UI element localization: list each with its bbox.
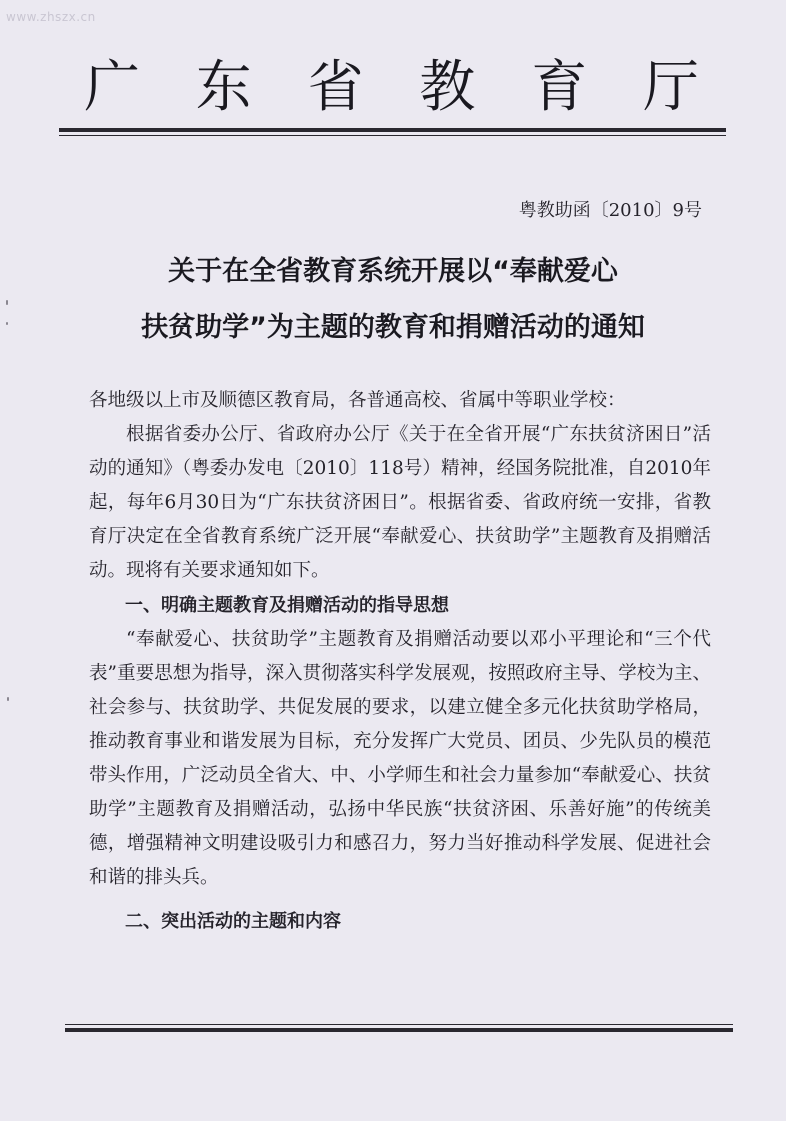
header-char: 广	[84, 55, 140, 120]
header-char: 育	[531, 55, 588, 120]
document-number: 粤教助函〔2010〕9号	[518, 200, 702, 221]
footer-double-rule	[65, 1024, 733, 1032]
issuing-authority-header	[84, 50, 699, 126]
document-title-line-2: 扶贫助学”为主题的教育和捐赠活动的通知	[141, 312, 645, 343]
section-heading: 二、突出活动的主题和内容	[125, 911, 341, 933]
body-paragraph: “奉献爱心、扶贫助学”主题教育及捐赠活动要以邓小平理论和“三个代表”重要思想为指导，深入贯彻落实科学发展观，按照政府主导、学校为主、社会参与、扶贫助学、共促发展的要求，以建立健全多元化扶贫助学格局，推动教育事业和谐发展为目标，充分发挥广大党员、团员、少先队员的模范带头作用，广泛动员全省大、中、小学师生和社会力量参加“奉献爱心、扶贫助学”主题教育及捐赠活动，弘扬中华民族“扶贫济困、乐善好施”的传统美德，增强精神文明建设吸引力和感召力，努力当好推动科学发展、促进社会和谐的排头兵。	[89, 628, 711, 889]
header-double-rule	[59, 128, 726, 136]
section-heading: 一、明确主题教育及捐赠活动的指导思想	[125, 594, 449, 616]
header-char: 教	[419, 55, 476, 120]
header-char: 东	[195, 55, 252, 120]
salutation: 各地级以上市及顺德区教育局，各普通高校、省属中等职业学校：	[89, 390, 626, 411]
body-paragraph: 根据省委办公厅、省政府办公厅《关于在全省开展“广东扶贫济困日”活动的通知》（粤委办发电〔2010〕118号）精神，经国务院批准，自2010年起，每年6月30日为“广东扶贫济困日”。根据省委、省政府统一安排，省教育厅决定在全省教育系统广泛开展“奉献爱心、扶贫助学”主题教育及捐赠活动。现将有关要求通知如下。	[89, 424, 711, 582]
document-title-line-1: 关于在全省教育系统开展以“奉献爱心	[168, 256, 618, 287]
header-char: 省	[307, 55, 364, 120]
site-watermark: www.zhszx.cn	[6, 10, 96, 24]
header-char: 厅	[642, 55, 699, 120]
scan-speck	[6, 322, 8, 325]
document-body	[89, 384, 711, 940]
scan-speck	[6, 300, 8, 305]
scan-speck	[7, 697, 9, 701]
